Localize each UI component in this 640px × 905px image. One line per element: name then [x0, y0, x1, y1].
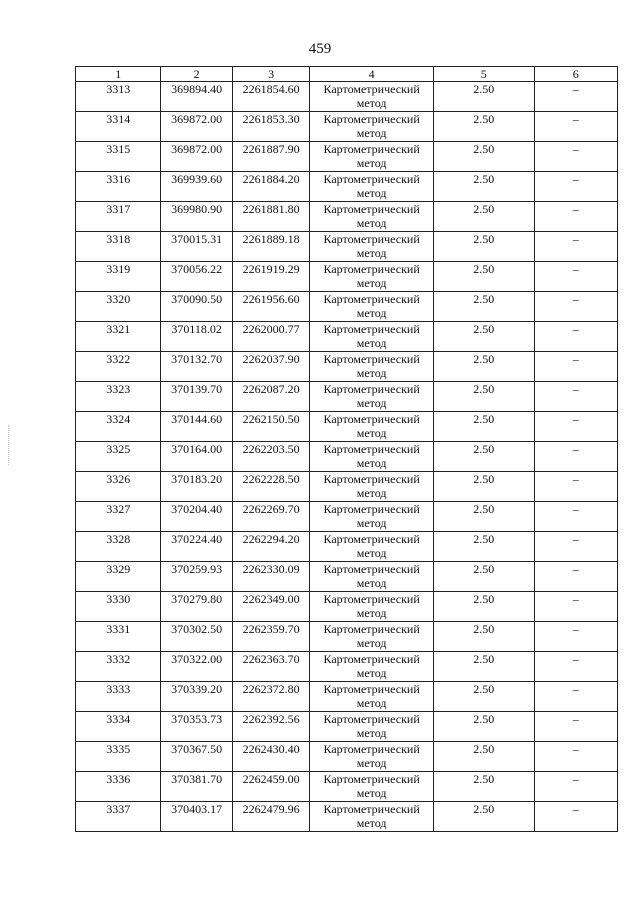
point-number-cell: 3317 — [76, 202, 161, 232]
method-line-2: метод — [356, 606, 387, 620]
x-coordinate-cell: 370224.40 — [161, 532, 232, 562]
method-line-1: Картометрический — [323, 262, 420, 276]
method-line-2: метод — [356, 576, 387, 590]
y-coordinate-cell: 2261853.30 — [232, 112, 309, 142]
point-number-cell: 3330 — [76, 592, 161, 622]
method-line-2: метод — [356, 126, 387, 140]
method-cell — [310, 532, 434, 562]
table-header-row — [76, 67, 618, 82]
accuracy-cell: 2.50 — [433, 262, 534, 292]
table-row — [76, 652, 618, 682]
table-row — [76, 202, 618, 232]
accuracy-cell: 2.50 — [433, 412, 534, 442]
method-cell — [310, 592, 434, 622]
x-coordinate-cell: 369894.40 — [161, 82, 232, 112]
y-coordinate-cell: 2262269.70 — [232, 502, 309, 532]
method-line-1: Картометрический — [323, 742, 420, 756]
method-line-1: Картометрический — [323, 202, 420, 216]
method-line-2: метод — [356, 516, 387, 530]
x-coordinate-cell: 369872.00 — [161, 112, 232, 142]
point-number-cell: 3334 — [76, 712, 161, 742]
method-cell — [310, 652, 434, 682]
accuracy-cell: 2.50 — [433, 622, 534, 652]
y-coordinate-cell: 2262372.80 — [232, 682, 309, 712]
table-row — [76, 382, 618, 412]
table-row — [76, 82, 618, 112]
accuracy-cell: 2.50 — [433, 472, 534, 502]
method-line-1: Картометрический — [323, 652, 420, 666]
table-row — [76, 472, 618, 502]
method-line-1: Картометрический — [323, 442, 420, 456]
table-row — [76, 802, 618, 832]
method-line-1: Картометрический — [323, 682, 420, 696]
method-cell — [310, 502, 434, 532]
point-number-cell: 3332 — [76, 652, 161, 682]
method-line-2: метод — [356, 306, 387, 320]
y-coordinate-cell: 2262294.20 — [232, 532, 309, 562]
point-number-cell: 3327 — [76, 502, 161, 532]
y-coordinate-cell: 2261884.20 — [232, 172, 309, 202]
method-line-1: Картометрический — [323, 802, 420, 816]
x-coordinate-cell: 370164.00 — [161, 442, 232, 472]
table-row — [76, 682, 618, 712]
note-cell: – — [534, 712, 618, 742]
x-coordinate-cell: 370381.70 — [161, 772, 232, 802]
note-cell: – — [534, 142, 618, 172]
x-coordinate-cell: 369872.00 — [161, 142, 232, 172]
method-line-2: метод — [356, 726, 387, 740]
note-cell: – — [534, 442, 618, 472]
method-cell — [310, 202, 434, 232]
x-coordinate-cell: 370322.00 — [161, 652, 232, 682]
x-coordinate-cell: 370367.50 — [161, 742, 232, 772]
x-coordinate-cell: 370279.80 — [161, 592, 232, 622]
note-cell: – — [534, 472, 618, 502]
accuracy-cell: 2.50 — [433, 292, 534, 322]
x-coordinate-cell: 370302.50 — [161, 622, 232, 652]
point-number-cell: 3328 — [76, 532, 161, 562]
point-number-cell: 3337 — [76, 802, 161, 832]
method-cell — [310, 802, 434, 832]
note-cell: – — [534, 682, 618, 712]
table-row — [76, 412, 618, 442]
accuracy-cell: 2.50 — [433, 802, 534, 832]
method-line-1: Картометрический — [323, 382, 420, 396]
method-line-2: метод — [356, 426, 387, 440]
x-coordinate-cell: 369939.60 — [161, 172, 232, 202]
accuracy-cell: 2.50 — [433, 142, 534, 172]
header-col-3: 3 — [232, 67, 309, 82]
accuracy-cell: 2.50 — [433, 502, 534, 532]
method-line-2: метод — [356, 546, 387, 560]
point-number-cell: 3322 — [76, 352, 161, 382]
method-cell — [310, 292, 434, 322]
table-row — [76, 322, 618, 352]
note-cell: – — [534, 202, 618, 232]
table-row — [76, 142, 618, 172]
method-line-2: метод — [356, 456, 387, 470]
note-cell: – — [534, 802, 618, 832]
point-number-cell: 3331 — [76, 622, 161, 652]
accuracy-cell: 2.50 — [433, 172, 534, 202]
x-coordinate-cell: 370056.22 — [161, 262, 232, 292]
y-coordinate-cell: 2262087.20 — [232, 382, 309, 412]
method-line-2: метод — [356, 336, 387, 350]
page-number: 459 — [308, 41, 332, 57]
method-cell — [310, 112, 434, 142]
accuracy-cell: 2.50 — [433, 322, 534, 352]
method-line-1: Картометрический — [323, 112, 420, 126]
note-cell: – — [534, 322, 618, 352]
method-line-2: метод — [356, 186, 387, 200]
x-coordinate-cell: 370353.73 — [161, 712, 232, 742]
accuracy-cell: 2.50 — [433, 202, 534, 232]
table-row — [76, 712, 618, 742]
point-number-cell: 3323 — [76, 382, 161, 412]
table-row — [76, 592, 618, 622]
y-coordinate-cell: 2262359.70 — [232, 622, 309, 652]
method-line-1: Картометрический — [323, 322, 420, 336]
note-cell: – — [534, 262, 618, 292]
x-coordinate-cell: 370015.31 — [161, 232, 232, 262]
note-cell: – — [534, 592, 618, 622]
method-line-2: метод — [356, 246, 387, 260]
point-number-cell: 3320 — [76, 292, 161, 322]
accuracy-cell: 2.50 — [433, 742, 534, 772]
table-row — [76, 442, 618, 472]
method-line-1: Картометрический — [323, 772, 420, 786]
note-cell: – — [534, 652, 618, 682]
method-line-1: Картометрический — [323, 532, 420, 546]
method-cell — [310, 712, 434, 742]
y-coordinate-cell: 2261881.80 — [232, 202, 309, 232]
method-line-2: метод — [356, 636, 387, 650]
accuracy-cell: 2.50 — [433, 352, 534, 382]
y-coordinate-cell: 2262150.50 — [232, 412, 309, 442]
x-coordinate-cell: 370183.20 — [161, 472, 232, 502]
x-coordinate-cell: 370204.40 — [161, 502, 232, 532]
method-line-1: Картометрический — [323, 292, 420, 306]
note-cell: – — [534, 622, 618, 652]
method-cell — [310, 382, 434, 412]
method-cell — [310, 682, 434, 712]
note-cell: – — [534, 292, 618, 322]
scan-artifact-line — [8, 425, 10, 465]
accuracy-cell: 2.50 — [433, 532, 534, 562]
table-row — [76, 172, 618, 202]
method-line-2: метод — [356, 696, 387, 710]
point-number-cell: 3333 — [76, 682, 161, 712]
method-line-1: Картометрический — [323, 622, 420, 636]
y-coordinate-cell: 2261889.18 — [232, 232, 309, 262]
method-line-1: Картометрический — [323, 712, 420, 726]
accuracy-cell: 2.50 — [433, 592, 534, 622]
table-row — [76, 772, 618, 802]
method-cell — [310, 742, 434, 772]
point-number-cell: 3325 — [76, 442, 161, 472]
y-coordinate-cell: 2262330.09 — [232, 562, 309, 592]
table-row — [76, 562, 618, 592]
note-cell: – — [534, 412, 618, 442]
x-coordinate-cell: 370339.20 — [161, 682, 232, 712]
method-cell — [310, 82, 434, 112]
method-line-1: Картометрический — [323, 592, 420, 606]
y-coordinate-cell: 2262349.00 — [232, 592, 309, 622]
method-line-1: Картометрический — [323, 472, 420, 486]
accuracy-cell: 2.50 — [433, 772, 534, 802]
y-coordinate-cell: 2262228.50 — [232, 472, 309, 502]
method-line-1: Картометрический — [323, 82, 420, 96]
accuracy-cell: 2.50 — [433, 562, 534, 592]
point-number-cell: 3313 — [76, 82, 161, 112]
note-cell: – — [534, 82, 618, 112]
y-coordinate-cell: 2261919.29 — [232, 262, 309, 292]
table-row — [76, 112, 618, 142]
y-coordinate-cell: 2262037.90 — [232, 352, 309, 382]
y-coordinate-cell: 2262203.50 — [232, 442, 309, 472]
y-coordinate-cell: 2262000.77 — [232, 322, 309, 352]
method-line-2: метод — [356, 666, 387, 680]
x-coordinate-cell: 370403.17 — [161, 802, 232, 832]
accuracy-cell: 2.50 — [433, 382, 534, 412]
table-row — [76, 742, 618, 772]
method-line-1: Картометрический — [323, 352, 420, 366]
method-line-1: Картометрический — [323, 562, 420, 576]
table-body — [76, 82, 618, 832]
method-line-2: метод — [356, 216, 387, 230]
method-line-2: метод — [356, 486, 387, 500]
note-cell: – — [534, 562, 618, 592]
accuracy-cell: 2.50 — [433, 682, 534, 712]
y-coordinate-cell: 2262392.56 — [232, 712, 309, 742]
method-line-1: Картометрический — [323, 232, 420, 246]
point-number-cell: 3335 — [76, 742, 161, 772]
header-col-4: 4 — [310, 67, 434, 82]
y-coordinate-cell: 2262430.40 — [232, 742, 309, 772]
point-number-cell: 3314 — [76, 112, 161, 142]
header-col-6: 6 — [534, 67, 618, 82]
coordinates-table — [75, 66, 618, 832]
method-line-1: Картометрический — [323, 172, 420, 186]
method-line-2: метод — [356, 276, 387, 290]
point-number-cell: 3336 — [76, 772, 161, 802]
header-col-2: 2 — [161, 67, 232, 82]
method-line-2: метод — [356, 756, 387, 770]
note-cell: – — [534, 232, 618, 262]
x-coordinate-cell: 370132.70 — [161, 352, 232, 382]
x-coordinate-cell: 370259.93 — [161, 562, 232, 592]
note-cell: – — [534, 742, 618, 772]
y-coordinate-cell: 2261956.60 — [232, 292, 309, 322]
table-row — [76, 232, 618, 262]
accuracy-cell: 2.50 — [433, 82, 534, 112]
note-cell: – — [534, 352, 618, 382]
accuracy-cell: 2.50 — [433, 232, 534, 262]
x-coordinate-cell: 370118.02 — [161, 322, 232, 352]
point-number-cell: 3319 — [76, 262, 161, 292]
method-line-2: метод — [356, 786, 387, 800]
method-cell — [310, 262, 434, 292]
table-row — [76, 262, 618, 292]
method-line-2: метод — [356, 816, 387, 830]
method-cell — [310, 412, 434, 442]
method-cell — [310, 442, 434, 472]
header-col-1: 1 — [76, 67, 161, 82]
note-cell: – — [534, 172, 618, 202]
table-row — [76, 292, 618, 322]
accuracy-cell: 2.50 — [433, 442, 534, 472]
x-coordinate-cell: 370144.60 — [161, 412, 232, 442]
accuracy-cell: 2.50 — [433, 652, 534, 682]
method-line-2: метод — [356, 396, 387, 410]
y-coordinate-cell: 2262479.96 — [232, 802, 309, 832]
point-number-cell: 3324 — [76, 412, 161, 442]
x-coordinate-cell: 369980.90 — [161, 202, 232, 232]
method-cell — [310, 352, 434, 382]
method-cell — [310, 172, 434, 202]
method-cell — [310, 142, 434, 172]
accuracy-cell: 2.50 — [433, 112, 534, 142]
method-line-1: Картометрический — [323, 412, 420, 426]
x-coordinate-cell: 370090.50 — [161, 292, 232, 322]
table-row — [76, 622, 618, 652]
method-cell — [310, 232, 434, 262]
table-row — [76, 502, 618, 532]
note-cell: – — [534, 532, 618, 562]
method-cell — [310, 562, 434, 592]
point-number-cell: 3315 — [76, 142, 161, 172]
point-number-cell: 3316 — [76, 172, 161, 202]
table-row — [76, 532, 618, 562]
accuracy-cell: 2.50 — [433, 712, 534, 742]
y-coordinate-cell: 2261854.60 — [232, 82, 309, 112]
method-cell — [310, 622, 434, 652]
x-coordinate-cell: 370139.70 — [161, 382, 232, 412]
header-col-5: 5 — [433, 67, 534, 82]
table-row — [76, 352, 618, 382]
method-line-2: метод — [356, 366, 387, 380]
method-line-2: метод — [356, 156, 387, 170]
method-line-2: метод — [356, 96, 387, 110]
note-cell: – — [534, 502, 618, 532]
y-coordinate-cell: 2262363.70 — [232, 652, 309, 682]
point-number-cell: 3329 — [76, 562, 161, 592]
y-coordinate-cell: 2262459.00 — [232, 772, 309, 802]
point-number-cell: 3326 — [76, 472, 161, 502]
y-coordinate-cell: 2261887.90 — [232, 142, 309, 172]
point-number-cell: 3318 — [76, 232, 161, 262]
method-cell — [310, 322, 434, 352]
point-number-cell: 3321 — [76, 322, 161, 352]
note-cell: – — [534, 112, 618, 142]
note-cell: – — [534, 772, 618, 802]
method-line-1: Картометрический — [323, 142, 420, 156]
note-cell: – — [534, 382, 618, 412]
method-line-1: Картометрический — [323, 502, 420, 516]
method-cell — [310, 772, 434, 802]
method-cell — [310, 472, 434, 502]
